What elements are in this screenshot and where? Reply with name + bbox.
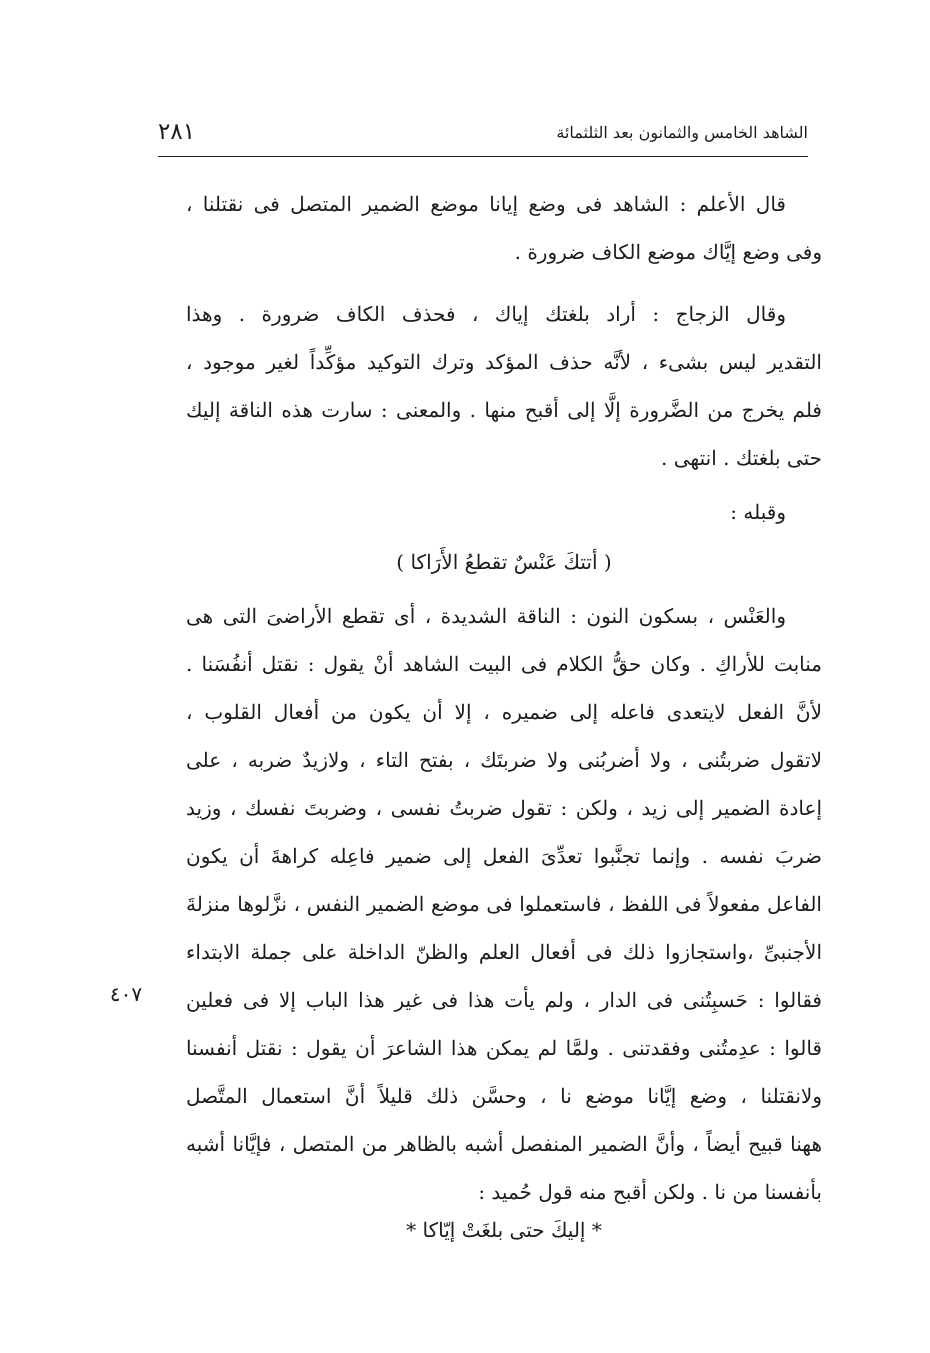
header-rule — [158, 156, 808, 157]
paragraph-explanation — [186, 592, 822, 1216]
page-number: ٢٨١ — [158, 119, 196, 145]
paragraph-alam — [186, 180, 822, 276]
text-line: ولانقتلنا ، وضع إيَّانا موضع نا ، وحسَّن ذلك قليلاً أنَّ استعمال المتَّصل — [186, 1084, 822, 1108]
text-line: بأنفسنا من نا . ولكن أقبح منه قول حُميد : — [478, 1180, 822, 1204]
text-line: ههنا قبيح أيضاً ، وأنَّ الضمير المنفصل أشبه بالظاهر من المتصل ، فإيَّانا أشبه — [186, 1132, 822, 1156]
text-line: وقبله : — [730, 500, 786, 524]
text-line: قالوا : عدِمتُنى وفقدتنى . ولمَّا لم يمكن هذا الشاعرَ أن يقول : نقتل أنفسنا — [186, 1036, 822, 1060]
text-line: وقال الزجاج : أراد بلغتك إياك ، فحذف الكاف ضرورة . وهذا — [186, 302, 786, 326]
paragraph-zajjaj — [186, 290, 822, 482]
text-line: فلم يخرج من الضَّرورة إلَّا إلى أقبح منها . والمعنى : سارت هذه الناقة إليك — [186, 398, 822, 422]
text-line: لاتقول ضربتُنى ، ولا أضربُنى ولا ضربتَك ، بفتح التاء ، ولازيدٌ ضربه ، على — [186, 748, 822, 772]
text-line: فقالوا : حَسبِتُنى فى الدار ، ولم يأت هذا فى غير هذا الباب إلا فى فعلين — [186, 988, 822, 1012]
page-header — [158, 112, 808, 152]
verse-quote-humaid — [186, 1206, 822, 1254]
text-line: التقدير ليس بشىء ، لأنَّه حذف المؤكد وترك التوكيد مؤكِّداً لغير موجود ، — [186, 350, 822, 374]
text-line: والعَنْس ، بسكون النون : الناقة الشديدة ، أى تقطع الأراضىَ التى هى — [186, 604, 786, 628]
verse-line: * إليكَ حتى بلغَتْ إيّاكا * — [406, 1218, 602, 1242]
running-title: الشاهد الخامس والثمانون بعد الثلثمائة — [556, 122, 808, 142]
verse-quote — [186, 538, 822, 586]
text-line: ضربَ نفسه . وإنما تجنَّبوا تعدِّىَ الفعل إلى ضمير فاعِله كراهةَ أن يكون — [186, 844, 822, 868]
margin-reference-number: ٤٠٧ — [109, 982, 143, 1006]
text-line: الأجنبىِّ ،واستجازوا ذلك فى أفعال العلم والظنّ الداخلة على جملة الابتداء — [186, 940, 822, 964]
text-line: منابت للأراكِ . وكان حقُّ الكلام فى البيت الشاهد أنْ يقول : نقتل أنفُسَنا . — [186, 652, 822, 676]
text-line: لأنَّ الفعل لايتعدى فاعله إلى ضميره ، إلا أن يكون من أفعال القلوب ، — [186, 700, 822, 724]
text-line: إعادة الضمير إلى زيد ، ولكن : تقول ضربتُ نفسى ، وضربتَ نفسك ، وزيد — [186, 796, 822, 820]
text-line: قال الأعلم : الشاهد فى وضع إيانا موضع الضمير المتصل فى نقتلنا ، — [186, 192, 786, 216]
text-line: وفى وضع إيَّاك موضع الكاف ضرورة . — [514, 240, 822, 264]
text-line: حتى بلغتك . انتهى . — [661, 446, 822, 470]
text-line: الفاعل مفعولاً فى اللفظ ، فاستعملوا فى موضع الضمير النفس ، نزَّلوها منزلةَ — [186, 892, 822, 916]
verse-line: ( أتتكَ عَنْسٌ تقطعُ الأَرَاكا ) — [396, 550, 612, 574]
paragraph-before — [186, 488, 822, 536]
